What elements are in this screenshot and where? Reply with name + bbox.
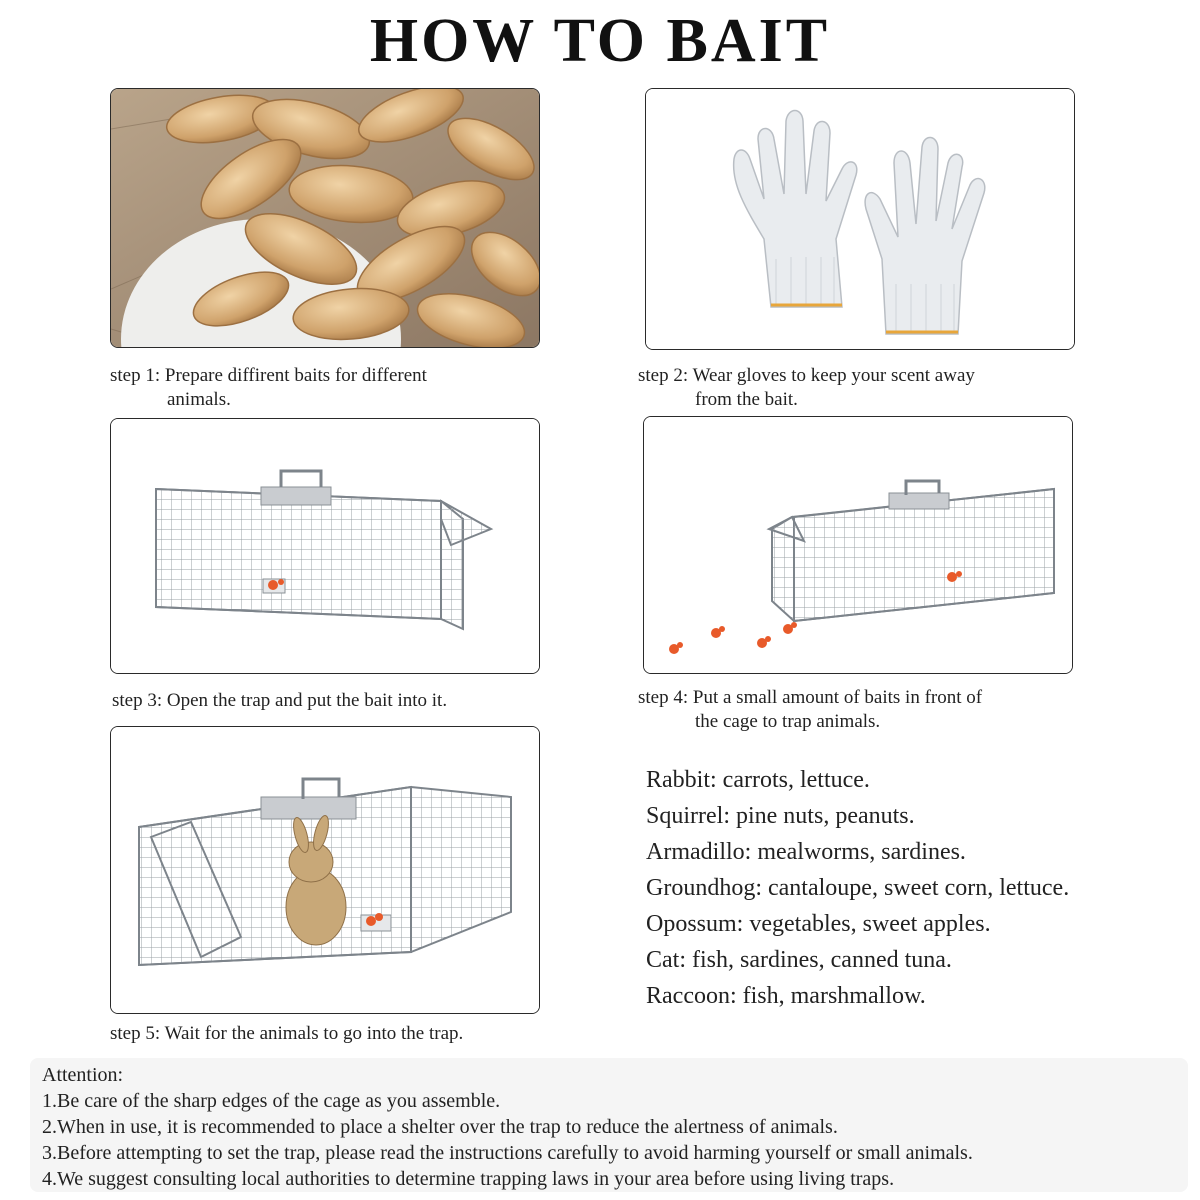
bait-item-armadillo: Armadillo: mealworms, sardines. xyxy=(646,839,966,865)
open-trap-image xyxy=(110,418,540,674)
step-4-caption: step 4: Put a small amount of baits in front of the cage to trap animals. xyxy=(638,687,983,732)
step-1-caption: step 1: Prepare diffirent baits for different animals. xyxy=(110,365,427,410)
attention-box xyxy=(30,1058,1188,1192)
rabbit-trap-image xyxy=(110,726,540,1014)
step-2-caption: step 2: Wear gloves to keep your scent away from the bait. xyxy=(638,365,975,410)
bait-item-cat: Cat: fish, sardines, canned tuna. xyxy=(646,947,952,973)
attention-item: 4.We suggest consulting local authorities to determine trapping laws in your area before using living traps. xyxy=(42,1168,895,1190)
page-title: HOW TO BAIT xyxy=(369,7,831,75)
bait-item-squirrel: Squirrel: pine nuts, peanuts. xyxy=(646,803,915,829)
attention-heading: Attention: xyxy=(42,1064,124,1086)
step-5-caption: step 5: Wait for the animals to go into the trap. xyxy=(110,1023,464,1044)
bait-item-opossum: Opossum: vegetables, sweet apples. xyxy=(646,911,991,937)
bait-list xyxy=(646,762,1186,1014)
bait-trail-trap-image xyxy=(643,416,1073,674)
attention-item: 1.Be care of the sharp edges of the cage as you assemble. xyxy=(42,1090,501,1112)
step-3-caption: step 3: Open the trap and put the bait into it. xyxy=(112,690,448,711)
gloves-image xyxy=(645,88,1075,350)
bait-item-groundhog: Groundhog: cantaloupe, sweet corn, lettuce. xyxy=(646,875,1070,901)
bait-item-raccoon: Raccoon: fish, marshmallow. xyxy=(646,983,926,1009)
attention-item: 2.When in use, it is recommended to place a shelter over the trap to reduce the alertness of animals. xyxy=(42,1116,838,1138)
attention-item: 3.Before attempting to set the trap, please read the instructions carefully to avoid harming yourself or small animals. xyxy=(42,1142,973,1164)
peanuts-image xyxy=(110,88,540,348)
bait-item-rabbit: Rabbit: carrots, lettuce. xyxy=(646,767,870,793)
